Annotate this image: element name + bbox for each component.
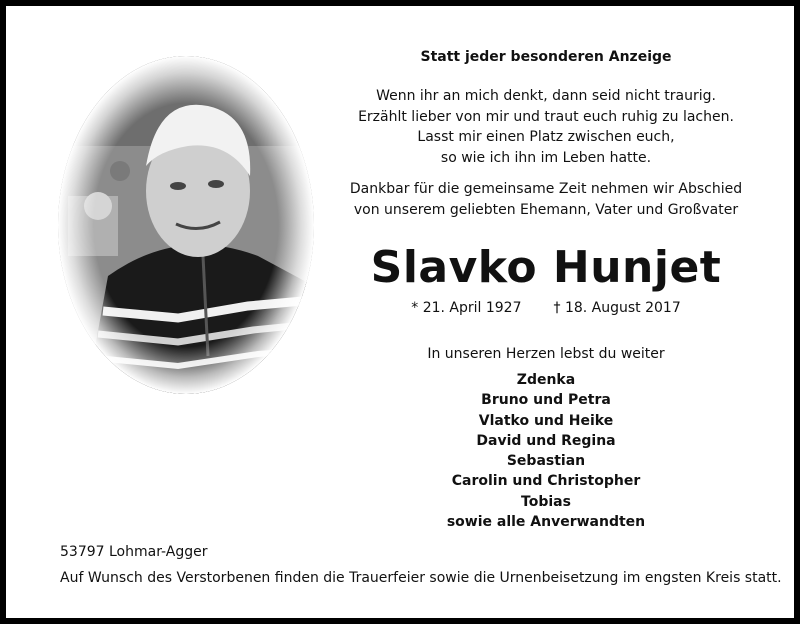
- birth-date: * 21. April 1927: [411, 300, 522, 316]
- family-member: Carolin und Christopher: [451, 473, 641, 490]
- poem: [346, 86, 746, 168]
- poem-line: Lasst mir einen Platz zwischen euch,: [417, 129, 675, 145]
- farewell-line: Dankbar für die gemeinsame Zeit nehmen wir Abschied: [349, 181, 743, 197]
- family-member: Zdenka: [516, 372, 576, 388]
- family-member: David und Regina: [476, 432, 616, 449]
- family-member: Vlatko und Heike: [478, 412, 614, 429]
- poem-line: Erzählt lieber von mir und traut euch ruhig zu lachen.: [358, 108, 734, 125]
- family-list: [346, 370, 746, 532]
- farewell-text: [346, 179, 746, 220]
- family-member: Sebastian: [506, 453, 586, 470]
- life-dates: [346, 300, 746, 316]
- family-member: Tobias: [521, 493, 571, 510]
- poem-line: Wenn ihr an mich denkt, dann seid nicht traurig.: [376, 88, 716, 104]
- death-date: † 18. August 2017: [553, 300, 681, 316]
- funeral-note: Auf Wunsch des Verstorbenen finden die Trauerfeier sowie die Urnenbeisetzung im engsten Kreis statt.: [60, 570, 782, 586]
- portrait-illustration: [58, 56, 314, 394]
- poem-line: so wie ich ihn im Leben hatte.: [440, 149, 652, 166]
- remembrance-line: In unseren Herzen lebst du weiter: [427, 346, 665, 362]
- place-line: 53797 Lohmar-Agger: [60, 544, 208, 560]
- portrait-photo: [58, 56, 314, 394]
- family-member: Bruno und Petra: [481, 392, 611, 409]
- farewell-line: von unserem geliebten Ehemann, Vater und Großvater: [353, 201, 739, 218]
- deceased-name: Slavko Hunjet: [370, 242, 722, 293]
- notice-heading: Statt jeder besonderen Anzeige: [420, 49, 672, 65]
- family-member: sowie alle Anverwandten: [446, 514, 646, 531]
